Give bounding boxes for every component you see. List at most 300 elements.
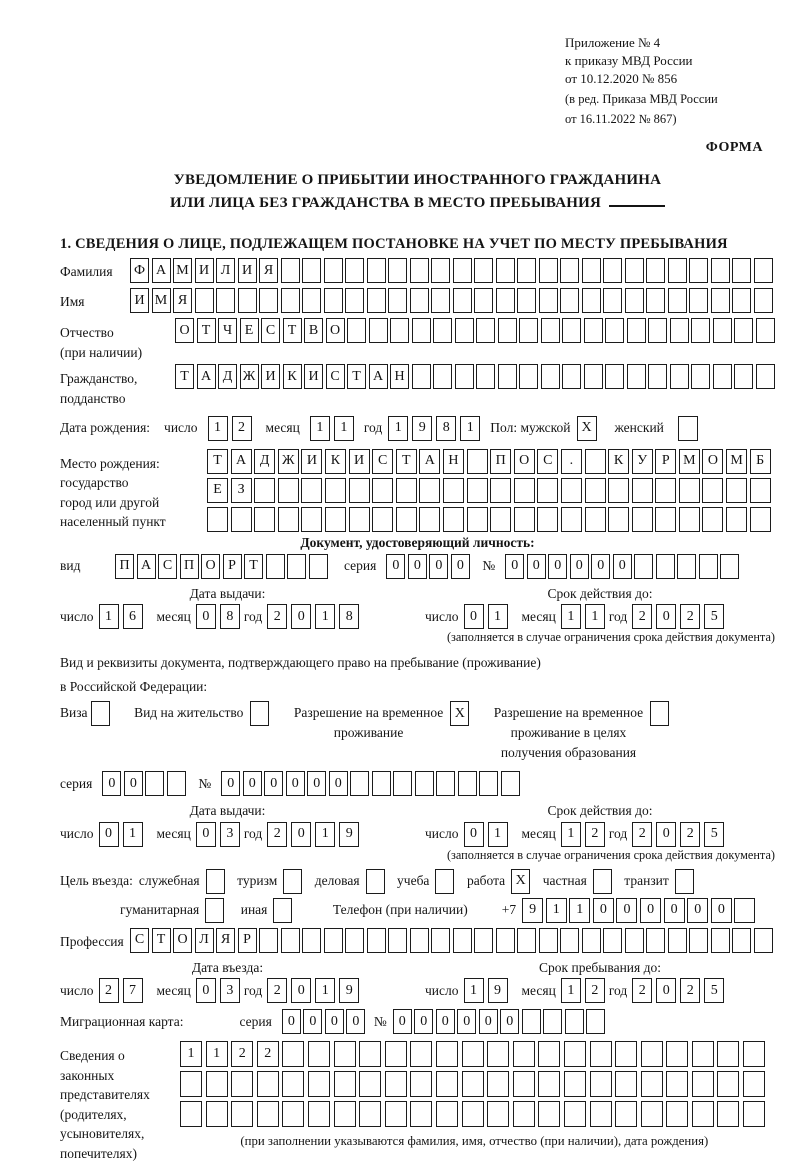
char-box[interactable]: 1 bbox=[99, 604, 119, 629]
stay-month-input[interactable] bbox=[561, 978, 609, 1003]
char-box[interactable] bbox=[273, 898, 292, 923]
char-box[interactable] bbox=[498, 318, 517, 343]
char-box[interactable]: 0 bbox=[325, 1009, 344, 1034]
char-box[interactable]: С bbox=[326, 364, 345, 389]
char-box[interactable] bbox=[675, 869, 694, 894]
char-box[interactable] bbox=[689, 258, 708, 283]
char-box[interactable]: 0 bbox=[196, 978, 216, 1003]
char-box[interactable]: 1 bbox=[561, 978, 581, 1003]
char-box[interactable] bbox=[216, 288, 235, 313]
char-box[interactable]: 0 bbox=[616, 898, 637, 923]
char-box[interactable] bbox=[615, 1101, 637, 1127]
char-box[interactable]: 0 bbox=[570, 554, 589, 579]
char-box[interactable]: 1 bbox=[464, 978, 484, 1003]
char-box[interactable] bbox=[419, 507, 440, 532]
char-box[interactable]: 2 bbox=[257, 1041, 279, 1067]
char-box[interactable] bbox=[679, 478, 700, 503]
char-box[interactable] bbox=[541, 318, 560, 343]
char-box[interactable]: А bbox=[197, 364, 216, 389]
char-box[interactable]: 9 bbox=[339, 822, 359, 847]
char-box[interactable] bbox=[359, 1071, 381, 1097]
phone-input[interactable] bbox=[522, 898, 758, 923]
char-box[interactable]: Т bbox=[152, 928, 171, 953]
char-box[interactable] bbox=[443, 478, 464, 503]
char-box[interactable] bbox=[750, 478, 771, 503]
char-box[interactable] bbox=[347, 318, 366, 343]
char-box[interactable] bbox=[627, 364, 646, 389]
char-box[interactable]: Р bbox=[238, 928, 257, 953]
char-box[interactable] bbox=[206, 869, 225, 894]
char-box[interactable] bbox=[646, 928, 665, 953]
char-box[interactable]: 8 bbox=[339, 604, 359, 629]
char-box[interactable] bbox=[537, 507, 558, 532]
char-box[interactable]: 0 bbox=[346, 1009, 365, 1034]
char-box[interactable] bbox=[195, 288, 214, 313]
birth-place-line3-input[interactable] bbox=[207, 507, 773, 532]
char-box[interactable] bbox=[431, 288, 450, 313]
char-box[interactable] bbox=[666, 1101, 688, 1127]
surname-input[interactable] bbox=[130, 258, 775, 283]
char-box[interactable]: 2 bbox=[632, 604, 652, 629]
char-box[interactable] bbox=[367, 928, 386, 953]
char-box[interactable]: X bbox=[577, 416, 597, 441]
char-box[interactable]: 0 bbox=[291, 978, 311, 1003]
res-valid-day-input[interactable] bbox=[464, 822, 512, 847]
char-box[interactable]: 1 bbox=[208, 416, 228, 441]
char-box[interactable] bbox=[415, 771, 434, 796]
char-box[interactable] bbox=[561, 478, 582, 503]
char-box[interactable] bbox=[668, 288, 687, 313]
char-box[interactable] bbox=[366, 869, 385, 894]
char-box[interactable] bbox=[641, 1101, 663, 1127]
char-box[interactable] bbox=[605, 364, 624, 389]
birth-place-line1-input[interactable] bbox=[207, 449, 773, 474]
char-box[interactable]: 0 bbox=[640, 898, 661, 923]
char-box[interactable]: В bbox=[304, 318, 323, 343]
char-box[interactable]: 1 bbox=[206, 1041, 228, 1067]
char-box[interactable] bbox=[282, 1041, 304, 1067]
char-box[interactable] bbox=[388, 288, 407, 313]
char-box[interactable]: 1 bbox=[585, 604, 605, 629]
char-box[interactable] bbox=[231, 507, 252, 532]
char-box[interactable] bbox=[691, 318, 710, 343]
char-box[interactable]: 0 bbox=[291, 822, 311, 847]
purpose-official-checkbox[interactable] bbox=[206, 869, 228, 894]
char-box[interactable]: 2 bbox=[99, 978, 119, 1003]
char-box[interactable]: У bbox=[632, 449, 653, 474]
char-box[interactable] bbox=[711, 928, 730, 953]
char-box[interactable]: 0 bbox=[613, 554, 632, 579]
char-box[interactable]: 1 bbox=[488, 822, 508, 847]
representatives-line3-input[interactable] bbox=[180, 1101, 769, 1127]
char-box[interactable] bbox=[539, 928, 558, 953]
char-box[interactable] bbox=[257, 1101, 279, 1127]
char-box[interactable] bbox=[670, 318, 689, 343]
char-box[interactable] bbox=[586, 1009, 605, 1034]
char-box[interactable]: С bbox=[130, 928, 149, 953]
char-box[interactable]: 1 bbox=[546, 898, 567, 923]
char-box[interactable] bbox=[711, 288, 730, 313]
purpose-private-checkbox[interactable] bbox=[593, 869, 615, 894]
char-box[interactable] bbox=[385, 1041, 407, 1067]
representatives-line1-input[interactable] bbox=[180, 1041, 769, 1067]
char-box[interactable] bbox=[180, 1071, 202, 1097]
char-box[interactable] bbox=[345, 288, 364, 313]
char-box[interactable] bbox=[206, 1101, 228, 1127]
char-box[interactable] bbox=[743, 1101, 765, 1127]
char-box[interactable] bbox=[396, 478, 417, 503]
char-box[interactable] bbox=[632, 478, 653, 503]
res-valid-month-input[interactable] bbox=[561, 822, 609, 847]
char-box[interactable] bbox=[666, 1041, 688, 1067]
residence-permit-checkbox[interactable] bbox=[250, 701, 272, 726]
char-box[interactable] bbox=[324, 288, 343, 313]
char-box[interactable]: 0 bbox=[505, 554, 524, 579]
char-box[interactable] bbox=[726, 507, 747, 532]
char-box[interactable] bbox=[679, 507, 700, 532]
char-box[interactable] bbox=[743, 1041, 765, 1067]
char-box[interactable] bbox=[487, 1101, 509, 1127]
char-box[interactable] bbox=[476, 364, 495, 389]
char-box[interactable] bbox=[496, 928, 515, 953]
purpose-humanitarian-checkbox[interactable] bbox=[205, 898, 227, 923]
char-box[interactable] bbox=[453, 288, 472, 313]
char-box[interactable]: А bbox=[369, 364, 388, 389]
purpose-transit-checkbox[interactable] bbox=[675, 869, 697, 894]
migration-series-input[interactable] bbox=[282, 1009, 368, 1034]
char-box[interactable]: 0 bbox=[291, 604, 311, 629]
char-box[interactable] bbox=[656, 554, 675, 579]
char-box[interactable] bbox=[207, 507, 228, 532]
char-box[interactable]: 2 bbox=[585, 978, 605, 1003]
char-box[interactable] bbox=[372, 478, 393, 503]
char-box[interactable]: А bbox=[137, 554, 156, 579]
char-box[interactable] bbox=[699, 554, 718, 579]
char-box[interactable] bbox=[455, 364, 474, 389]
char-box[interactable] bbox=[283, 869, 302, 894]
char-box[interactable]: 0 bbox=[264, 771, 283, 796]
char-box[interactable]: З bbox=[231, 478, 252, 503]
char-box[interactable] bbox=[717, 1041, 739, 1067]
char-box[interactable] bbox=[539, 288, 558, 313]
char-box[interactable] bbox=[754, 258, 773, 283]
char-box[interactable] bbox=[655, 507, 676, 532]
char-box[interactable] bbox=[167, 771, 186, 796]
char-box[interactable]: 0 bbox=[656, 822, 676, 847]
char-box[interactable]: Т bbox=[283, 318, 302, 343]
char-box[interactable]: 0 bbox=[196, 604, 216, 629]
char-box[interactable] bbox=[564, 1101, 586, 1127]
char-box[interactable] bbox=[301, 478, 322, 503]
char-box[interactable] bbox=[517, 928, 536, 953]
char-box[interactable] bbox=[541, 364, 560, 389]
char-box[interactable]: 0 bbox=[548, 554, 567, 579]
char-box[interactable]: 0 bbox=[479, 1009, 498, 1034]
char-box[interactable]: М bbox=[726, 449, 747, 474]
char-box[interactable]: 9 bbox=[339, 978, 359, 1003]
purpose-study-checkbox[interactable] bbox=[435, 869, 457, 894]
char-box[interactable] bbox=[517, 258, 536, 283]
char-box[interactable] bbox=[689, 928, 708, 953]
char-box[interactable]: 1 bbox=[123, 822, 143, 847]
char-box[interactable]: 0 bbox=[196, 822, 216, 847]
char-box[interactable]: 2 bbox=[680, 978, 700, 1003]
char-box[interactable]: 1 bbox=[315, 978, 335, 1003]
char-box[interactable] bbox=[519, 364, 538, 389]
char-box[interactable] bbox=[238, 288, 257, 313]
char-box[interactable] bbox=[625, 928, 644, 953]
char-box[interactable]: Д bbox=[254, 449, 275, 474]
char-box[interactable]: 2 bbox=[267, 604, 287, 629]
char-box[interactable] bbox=[605, 318, 624, 343]
char-box[interactable] bbox=[517, 288, 536, 313]
char-box[interactable]: Е bbox=[240, 318, 259, 343]
char-box[interactable]: Я bbox=[216, 928, 235, 953]
char-box[interactable]: О bbox=[201, 554, 220, 579]
char-box[interactable]: 0 bbox=[656, 604, 676, 629]
issue-day-input[interactable] bbox=[99, 604, 147, 629]
char-box[interactable]: 2 bbox=[267, 822, 287, 847]
char-box[interactable]: И bbox=[349, 449, 370, 474]
char-box[interactable] bbox=[436, 1041, 458, 1067]
char-box[interactable] bbox=[324, 258, 343, 283]
char-box[interactable] bbox=[388, 928, 407, 953]
char-box[interactable] bbox=[412, 318, 431, 343]
char-box[interactable]: Л bbox=[216, 258, 235, 283]
purpose-other-checkbox[interactable] bbox=[273, 898, 295, 923]
entry-day-input[interactable] bbox=[99, 978, 147, 1003]
char-box[interactable] bbox=[385, 1101, 407, 1127]
sex-female-checkbox[interactable] bbox=[678, 416, 702, 441]
char-box[interactable]: К bbox=[283, 364, 302, 389]
char-box[interactable]: 8 bbox=[220, 604, 240, 629]
char-box[interactable] bbox=[603, 288, 622, 313]
char-box[interactable]: А bbox=[419, 449, 440, 474]
char-box[interactable] bbox=[390, 318, 409, 343]
char-box[interactable]: Л bbox=[195, 928, 214, 953]
char-box[interactable] bbox=[302, 258, 321, 283]
char-box[interactable]: Т bbox=[207, 449, 228, 474]
issue-month-input[interactable] bbox=[196, 604, 244, 629]
valid-day-input[interactable] bbox=[464, 604, 512, 629]
char-box[interactable] bbox=[756, 364, 775, 389]
char-box[interactable]: Ж bbox=[278, 449, 299, 474]
migration-number-input[interactable] bbox=[393, 1009, 608, 1034]
char-box[interactable] bbox=[743, 1071, 765, 1097]
char-box[interactable] bbox=[692, 1101, 714, 1127]
char-box[interactable] bbox=[410, 1101, 432, 1127]
char-box[interactable]: 0 bbox=[221, 771, 240, 796]
char-box[interactable] bbox=[678, 416, 698, 441]
char-box[interactable] bbox=[453, 928, 472, 953]
valid-month-input[interactable] bbox=[561, 604, 609, 629]
char-box[interactable] bbox=[560, 928, 579, 953]
char-box[interactable] bbox=[713, 364, 732, 389]
char-box[interactable]: 8 bbox=[436, 416, 456, 441]
char-box[interactable] bbox=[519, 318, 538, 343]
valid-year-input[interactable] bbox=[632, 604, 728, 629]
char-box[interactable] bbox=[462, 1101, 484, 1127]
char-box[interactable] bbox=[564, 1071, 586, 1097]
char-box[interactable]: И bbox=[301, 449, 322, 474]
char-box[interactable]: С bbox=[537, 449, 558, 474]
char-box[interactable]: М bbox=[152, 288, 171, 313]
char-box[interactable]: 3 bbox=[220, 978, 240, 1003]
res-valid-year-input[interactable] bbox=[632, 822, 728, 847]
char-box[interactable] bbox=[585, 507, 606, 532]
res-issue-month-input[interactable] bbox=[196, 822, 244, 847]
char-box[interactable] bbox=[565, 1009, 584, 1034]
char-box[interactable]: П bbox=[115, 554, 134, 579]
char-box[interactable] bbox=[487, 1071, 509, 1097]
char-box[interactable] bbox=[538, 1041, 560, 1067]
char-box[interactable] bbox=[455, 318, 474, 343]
char-box[interactable] bbox=[487, 1041, 509, 1067]
char-box[interactable] bbox=[734, 318, 753, 343]
char-box[interactable]: 1 bbox=[310, 416, 330, 441]
char-box[interactable] bbox=[562, 318, 581, 343]
char-box[interactable]: 0 bbox=[500, 1009, 519, 1034]
char-box[interactable]: 5 bbox=[704, 978, 724, 1003]
char-box[interactable]: 1 bbox=[569, 898, 590, 923]
char-box[interactable] bbox=[646, 288, 665, 313]
char-box[interactable] bbox=[603, 258, 622, 283]
char-box[interactable]: К bbox=[608, 449, 629, 474]
char-box[interactable] bbox=[372, 507, 393, 532]
char-box[interactable]: 9 bbox=[412, 416, 432, 441]
char-box[interactable]: 0 bbox=[464, 604, 484, 629]
char-box[interactable] bbox=[625, 258, 644, 283]
birth-place-line2-input[interactable] bbox=[207, 478, 773, 503]
char-box[interactable] bbox=[608, 478, 629, 503]
char-box[interactable]: Р bbox=[655, 449, 676, 474]
char-box[interactable]: 0 bbox=[687, 898, 708, 923]
char-box[interactable] bbox=[266, 554, 285, 579]
char-box[interactable] bbox=[302, 928, 321, 953]
char-box[interactable] bbox=[655, 478, 676, 503]
char-box[interactable] bbox=[582, 258, 601, 283]
char-box[interactable] bbox=[302, 288, 321, 313]
char-box[interactable]: И bbox=[238, 258, 257, 283]
char-box[interactable] bbox=[287, 554, 306, 579]
char-box[interactable]: 3 bbox=[220, 822, 240, 847]
char-box[interactable] bbox=[308, 1071, 330, 1097]
char-box[interactable] bbox=[702, 478, 723, 503]
char-box[interactable]: К bbox=[325, 449, 346, 474]
char-box[interactable]: С bbox=[158, 554, 177, 579]
char-box[interactable]: О bbox=[702, 449, 723, 474]
char-box[interactable] bbox=[590, 1071, 612, 1097]
edu-residence-checkbox[interactable] bbox=[650, 701, 672, 726]
doc-number-input[interactable] bbox=[505, 554, 742, 579]
char-box[interactable] bbox=[231, 1071, 253, 1097]
char-box[interactable] bbox=[732, 288, 751, 313]
char-box[interactable]: М bbox=[173, 258, 192, 283]
temp-residence-checkbox[interactable] bbox=[450, 701, 472, 726]
char-box[interactable] bbox=[250, 701, 269, 726]
char-box[interactable]: 9 bbox=[522, 898, 543, 923]
char-box[interactable] bbox=[734, 364, 753, 389]
char-box[interactable] bbox=[393, 771, 412, 796]
char-box[interactable]: 0 bbox=[386, 554, 405, 579]
char-box[interactable] bbox=[543, 1009, 562, 1034]
char-box[interactable] bbox=[462, 1071, 484, 1097]
char-box[interactable]: 0 bbox=[243, 771, 262, 796]
birth-year-input[interactable] bbox=[388, 416, 484, 441]
char-box[interactable] bbox=[145, 771, 164, 796]
char-box[interactable] bbox=[754, 288, 773, 313]
char-box[interactable]: И bbox=[130, 288, 149, 313]
char-box[interactable]: 0 bbox=[414, 1009, 433, 1034]
profession-input[interactable] bbox=[130, 928, 775, 953]
char-box[interactable] bbox=[538, 1071, 560, 1097]
char-box[interactable] bbox=[590, 1041, 612, 1067]
char-box[interactable] bbox=[412, 364, 431, 389]
char-box[interactable] bbox=[259, 928, 278, 953]
char-box[interactable] bbox=[590, 1101, 612, 1127]
char-box[interactable] bbox=[734, 898, 755, 923]
char-box[interactable]: 0 bbox=[286, 771, 305, 796]
char-box[interactable]: 0 bbox=[451, 554, 470, 579]
char-box[interactable] bbox=[641, 1041, 663, 1067]
char-box[interactable]: 0 bbox=[282, 1009, 301, 1034]
char-box[interactable] bbox=[474, 928, 493, 953]
char-box[interactable] bbox=[668, 928, 687, 953]
char-box[interactable] bbox=[720, 554, 739, 579]
char-box[interactable] bbox=[334, 1041, 356, 1067]
char-box[interactable]: 2 bbox=[231, 1041, 253, 1067]
char-box[interactable] bbox=[564, 1041, 586, 1067]
char-box[interactable]: О bbox=[175, 318, 194, 343]
char-box[interactable] bbox=[560, 258, 579, 283]
char-box[interactable] bbox=[410, 258, 429, 283]
char-box[interactable] bbox=[367, 258, 386, 283]
doc-kind-input[interactable] bbox=[115, 554, 330, 579]
char-box[interactable]: А bbox=[152, 258, 171, 283]
char-box[interactable] bbox=[467, 449, 488, 474]
char-box[interactable]: 5 bbox=[704, 604, 724, 629]
char-box[interactable] bbox=[350, 771, 369, 796]
char-box[interactable] bbox=[584, 364, 603, 389]
char-box[interactable] bbox=[750, 507, 771, 532]
char-box[interactable]: 1 bbox=[334, 416, 354, 441]
char-box[interactable] bbox=[717, 1101, 739, 1127]
char-box[interactable] bbox=[359, 1041, 381, 1067]
char-box[interactable] bbox=[585, 449, 606, 474]
birth-month-input[interactable] bbox=[310, 416, 358, 441]
char-box[interactable] bbox=[231, 1101, 253, 1127]
name-input[interactable] bbox=[130, 288, 775, 313]
doc-series-input[interactable] bbox=[386, 554, 472, 579]
char-box[interactable] bbox=[668, 258, 687, 283]
char-box[interactable]: С bbox=[261, 318, 280, 343]
char-box[interactable] bbox=[496, 288, 515, 313]
residence-number-input[interactable] bbox=[221, 771, 522, 796]
char-box[interactable] bbox=[692, 1041, 714, 1067]
char-box[interactable]: 0 bbox=[711, 898, 732, 923]
char-box[interactable] bbox=[603, 928, 622, 953]
char-box[interactable]: П bbox=[490, 449, 511, 474]
char-box[interactable] bbox=[453, 258, 472, 283]
char-box[interactable] bbox=[325, 478, 346, 503]
char-box[interactable]: 2 bbox=[585, 822, 605, 847]
char-box[interactable] bbox=[650, 701, 669, 726]
char-box[interactable] bbox=[278, 478, 299, 503]
char-box[interactable] bbox=[513, 1101, 535, 1127]
char-box[interactable] bbox=[281, 928, 300, 953]
char-box[interactable] bbox=[410, 1071, 432, 1097]
char-box[interactable]: 0 bbox=[393, 1009, 412, 1034]
